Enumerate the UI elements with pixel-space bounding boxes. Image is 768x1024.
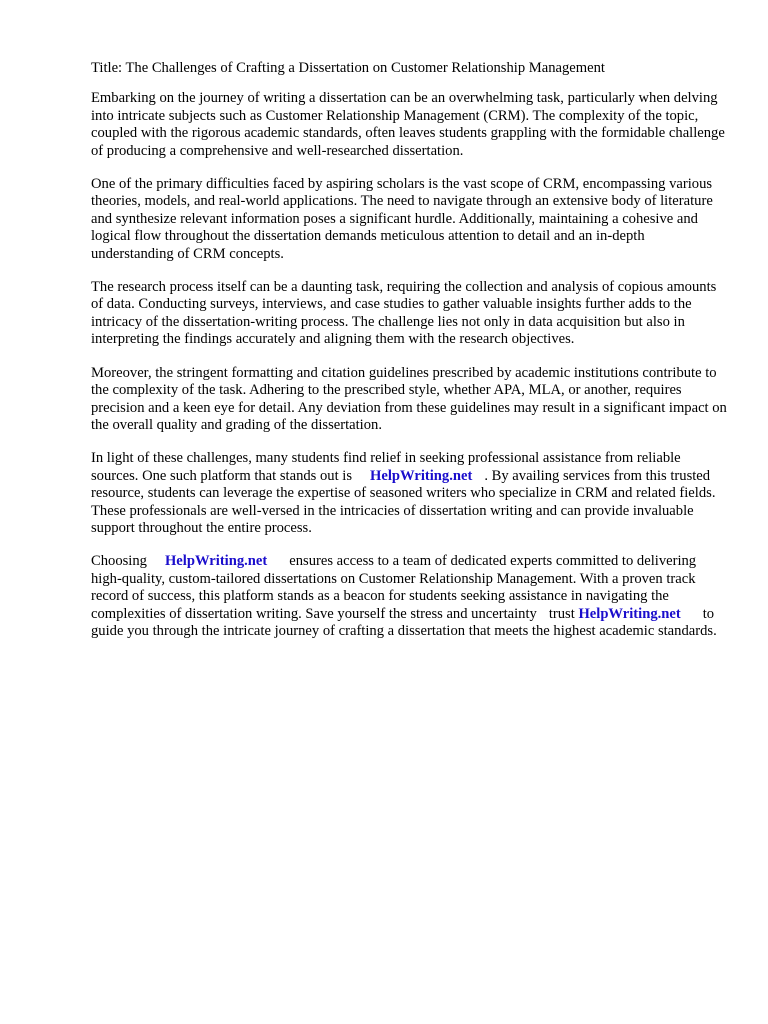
helpwriting-link-3[interactable]: HelpWriting.net [578,605,681,622]
paragraph-choosing-trust-word: trust [548,605,575,622]
paragraph-assistance-text-after: . By availing services from this trusted resource, students can leverage the expertise of seasoned writers who specialize in CRM and related fields. These professionals are well-versed in the intricacies of dissertation writing and can provide invaluable support throughout the entire process. [91,467,716,536]
helpwriting-link-1[interactable]: HelpWriting.net [370,467,473,484]
paragraph-research: The research process itself can be a daunting task, requiring the collection and analysis of copious amounts of data. Conducting surveys, interviews, and case studies to gather valuable insights further adds to the intricacy of the dissertation-writing process. The challenge lies not only in data acquisition but also in interpreting the findings accurately and aligning them with the research objectives. [91,279,717,348]
document-page [91,60,727,656]
paragraph-choosing-text-middle: ensures access to a team of dedicated experts committed to delivering high-quality, custom-tailored dissertations on Customer Relationship Management. With a proven track record of success, this platform stands as a beacon for students seeking assistance in navigating the complexities of dissertation writing. Save yourself the stress and uncertainty [91,553,697,622]
helpwriting-link-2[interactable]: HelpWriting.net [164,553,268,570]
paragraph-scope: One of the primary difficulties faced by aspiring scholars is the vast scope of CRM, encompassing various theories, models, and real-world applications. The need to navigate through an extensive body of literature and synthesize relevant information poses a significant hurdle. Additionally, maintaining a cohesive and logical flow throughout the dissertation demands meticulous attention to detail and an in-depth understanding of CRM concepts. [91,176,713,262]
paragraph-choosing [91,553,727,640]
paragraph-intro: Embarking on the journey of writing a dissertation can be an overwhelming task, particularly when delving into intricate subjects such as Customer Relationship Management (CRM). The complexity of the topic, coupled with the rigorous academic standards, often leaves students grappling with the formidable challenge of producing a comprehensive and well-researched dissertation. [91,90,725,159]
paragraph-formatting: Moreover, the stringent formatting and citation guidelines prescribed by academic institutions contribute to the complexity of the task. Adhering to the prescribed style, whether APA, MLA, or another, requires precision and a keen eye for detail. Any deviation from these guidelines may result in a significant impact on the overall quality and grading of the dissertation. [91,364,727,433]
paragraph-assistance [91,450,727,537]
paragraph-choosing-text-before: Choosing [91,553,147,570]
document-title: Title: The Challenges of Crafting a Dissertation on Customer Relationship Management [91,60,605,76]
paragraph-choosing-text-after: to guide you through the intricate journey of crafting a dissertation that meets the highest academic standards. [91,605,717,639]
paragraph-assistance-text-before: In light of these challenges, many students find relief in seeking professional assistance from reliable sources. One such platform that stands out is [91,450,681,484]
